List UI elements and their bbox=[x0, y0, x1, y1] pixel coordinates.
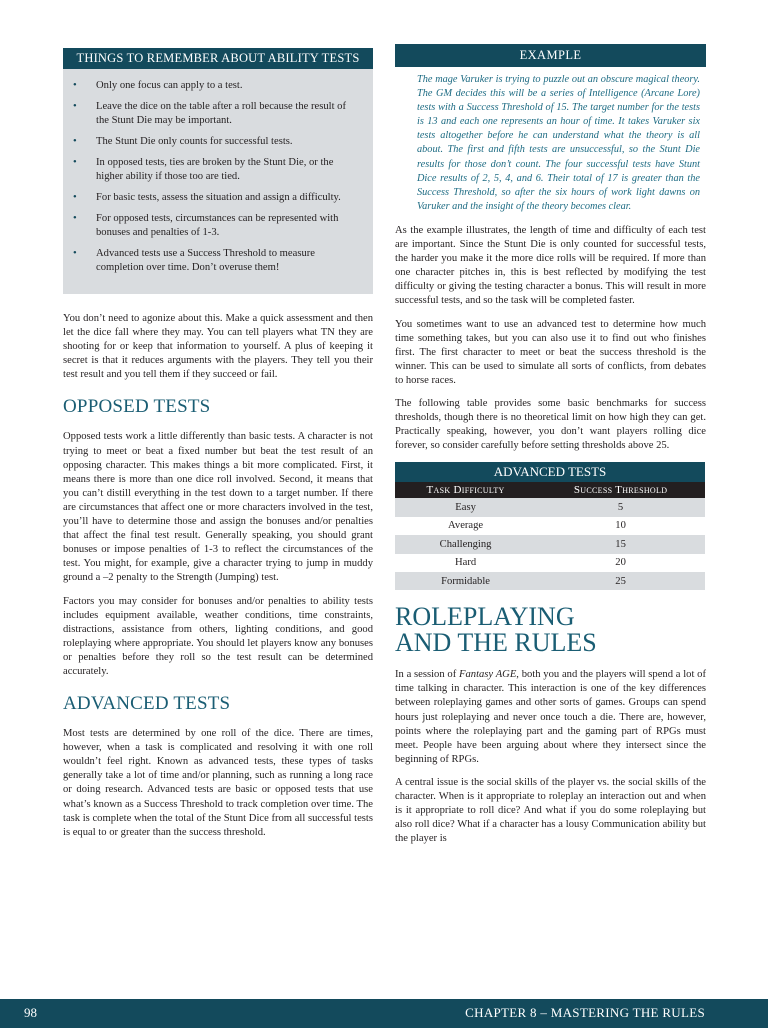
list-item: • In opposed tests, ties are broken by the Stunt Die, or the higher ability if those too are tied. bbox=[73, 157, 334, 182]
bullet-icon: • bbox=[73, 101, 77, 112]
example-title: EXAMPLE bbox=[395, 44, 706, 67]
opposed-paragraph-1: Opposed tests work a little differently than basic tests. A character is not trying to meet or beat a fixed number but beat the test result of an opposing character. This makes things a bit more complicated. First, it means there is more than one dice roll involved. Second, it means that you can’t distill everything in the test down to a target number. If there are circumstances that affect one or more characters involved in the test, you’ll have to determine those and assign the bonuses and/or penalties that affect the final test result. Generally speaking, you should grant bonuses or impose penalties of 1-3 to reflect the circumstances of the test. You might, for example, give a character trying to jump in muddy ground a –2 penalty to the Strength (Jumping) test. bbox=[63, 431, 373, 584]
table-row: Formidable 25 bbox=[395, 572, 705, 590]
bullet-icon: • bbox=[73, 157, 77, 168]
sidebar-list bbox=[63, 69, 373, 275]
list-item: • Leave the dice on the table after a roll because the result of the Stunt Die may be important. bbox=[73, 101, 347, 126]
bullet-icon: • bbox=[73, 192, 77, 203]
table-title: ADVANCED TESTS bbox=[395, 462, 705, 482]
example-sidebar bbox=[395, 44, 706, 224]
list-item: • Only one focus can apply to a test. bbox=[73, 80, 243, 91]
table-row: Hard 20 bbox=[454, 557, 626, 569]
table-row: Average 10 bbox=[448, 520, 626, 532]
bullet-icon: • bbox=[73, 80, 77, 91]
right-paragraph-1: As the example illustrates, the length of time and difficulty of each test are important. Since the Stunt Die is only counted for successful tests, the harder you make it the more dice rolls will be required. If more than one character pitches in, this is best reflected by modifying the test difficulty or giving the testing character a bonus. This will result in more successful tests, and so the task will be completed faster. bbox=[395, 224, 706, 307]
list-item: • For basic tests, assess the situation and assign a difficulty. bbox=[73, 192, 341, 203]
bullet-icon: • bbox=[73, 213, 77, 224]
example-text: The mage Varuker is trying to puzzle out an obscure magical theory. The GM decides this will be a series of Intelligence (Arcane Lore) tests with a Success Threshold of 15. The target number for the tests is 13 and each one represents an hour of time. It takes Varuker six tests altogether before he can understand what the theory is all about. The first and fifth tests are unsuccessful, so the Stunt Die results for those don’t count. The four successful tests have Stunt Dice results of 2, 5, 4, and 6. Their total of 17 is greater than the Success Threshold, so after the six hours of work light dawns on Varuker and the insight of the theory becomes clear. bbox=[417, 74, 700, 212]
bullet-icon: • bbox=[73, 136, 77, 147]
ability-tests-sidebar bbox=[63, 48, 373, 294]
table-row: Easy 5 bbox=[395, 498, 705, 516]
opposed-tests-heading: OPPOSED TESTS bbox=[63, 396, 211, 418]
right-paragraph-3: The following table provides some basic benchmarks for success thresholds, though there is no theoretical limit on how high they can get. Practically speaking, however, you don’t want players rolling dice forever, so consider carefully before setting thresholds above 25. bbox=[395, 397, 706, 452]
roleplay-paragraph-1: In a session of Fantasy AGE, both you and the players will spend a lot of time talking in character. This interaction is one of the key differences between roleplaying games and other sorts of games. Groups can spend hours just roleplaying and never once touch a die. There are, however, points where the roleplaying part and the gaming part of RPGs must meet. People have been arguing about where they intersect since the beginning of RPGs. bbox=[395, 669, 706, 765]
advanced-paragraph-1: Most tests are determined by one roll of the dice. There are times, however, when a task is complicated and resolving it with one roll wouldn’t feel right. Known as advanced tests, these types of tasks generally take a lot of time and/or planning, such as running a long race or doing research. Advanced tests are basic or opposed tests that use what’s known as a Success Threshold to track completion over time. The task is complete when the total of the Stunt Dice from all successful tests is equal to or greater than the success threshold. bbox=[63, 728, 373, 838]
sidebar-title: THINGS TO REMEMBER ABOUT ABILITY TESTS bbox=[63, 48, 373, 69]
list-item: • Advanced tests use a Success Threshold to measure completion over time. Don’t overuse them! bbox=[73, 248, 315, 273]
right-column bbox=[395, 44, 706, 855]
left-column bbox=[63, 48, 373, 849]
column-header-difficulty: Task Difficulty bbox=[395, 482, 536, 498]
advanced-tests-table bbox=[395, 462, 705, 590]
roleplay-paragraph-2: A central issue is the social skills of the player vs. the social skills of the character. When is it appropriate to roleplay an interaction out and when is it appropriate to roll dice? And what if you do some roleplaying but also roll dice? What if a character has a lousy Communication ability but the player is bbox=[395, 776, 706, 845]
roleplaying-heading: ROLEPLAYING AND THE RULES bbox=[395, 602, 597, 658]
list-item: • The Stunt Die only counts for successful tests. bbox=[73, 136, 293, 147]
intro-paragraph: You don’t need to agonize about this. Make a quick assessment and then let the dice fall where they may. You can tell players what TN they are shooting for or keep that information to yourself. A plus of keeping it secret is that it reduces arguments with the players. They tell you their test result and you tell them if they succeed or fail. bbox=[63, 313, 373, 381]
table-row: Challenging 15 bbox=[395, 535, 705, 553]
list-item: • For opposed tests, circumstances can be represented with bonuses and penalties of 1-3. bbox=[73, 213, 339, 238]
bullet-icon: • bbox=[73, 248, 77, 259]
opposed-paragraph-2: Factors you may consider for bonuses and/or penalties to ability tests includes equipment available, weather conditions, time constraints, distractions, assistance from others, lighting conditions, and good roleplaying where appropriate. You should let players know any bonuses or penalties before they roll so the test result can be determined accurately. bbox=[63, 595, 373, 677]
advanced-tests-heading: ADVANCED TESTS bbox=[63, 693, 231, 715]
page-number: 98 bbox=[24, 1005, 37, 1020]
chapter-title: CHAPTER 8 – MASTERING THE RULES bbox=[465, 1005, 705, 1020]
right-paragraph-2: You sometimes want to use an advanced test to determine how much time something takes, but you can also use it to find out who finishes first. The first character to meet or beat the success threshold is the winner. This can be used to simulate all sorts of conflicts, from debates to horse races. bbox=[395, 318, 706, 386]
column-header-threshold: Success Threshold bbox=[536, 482, 705, 498]
